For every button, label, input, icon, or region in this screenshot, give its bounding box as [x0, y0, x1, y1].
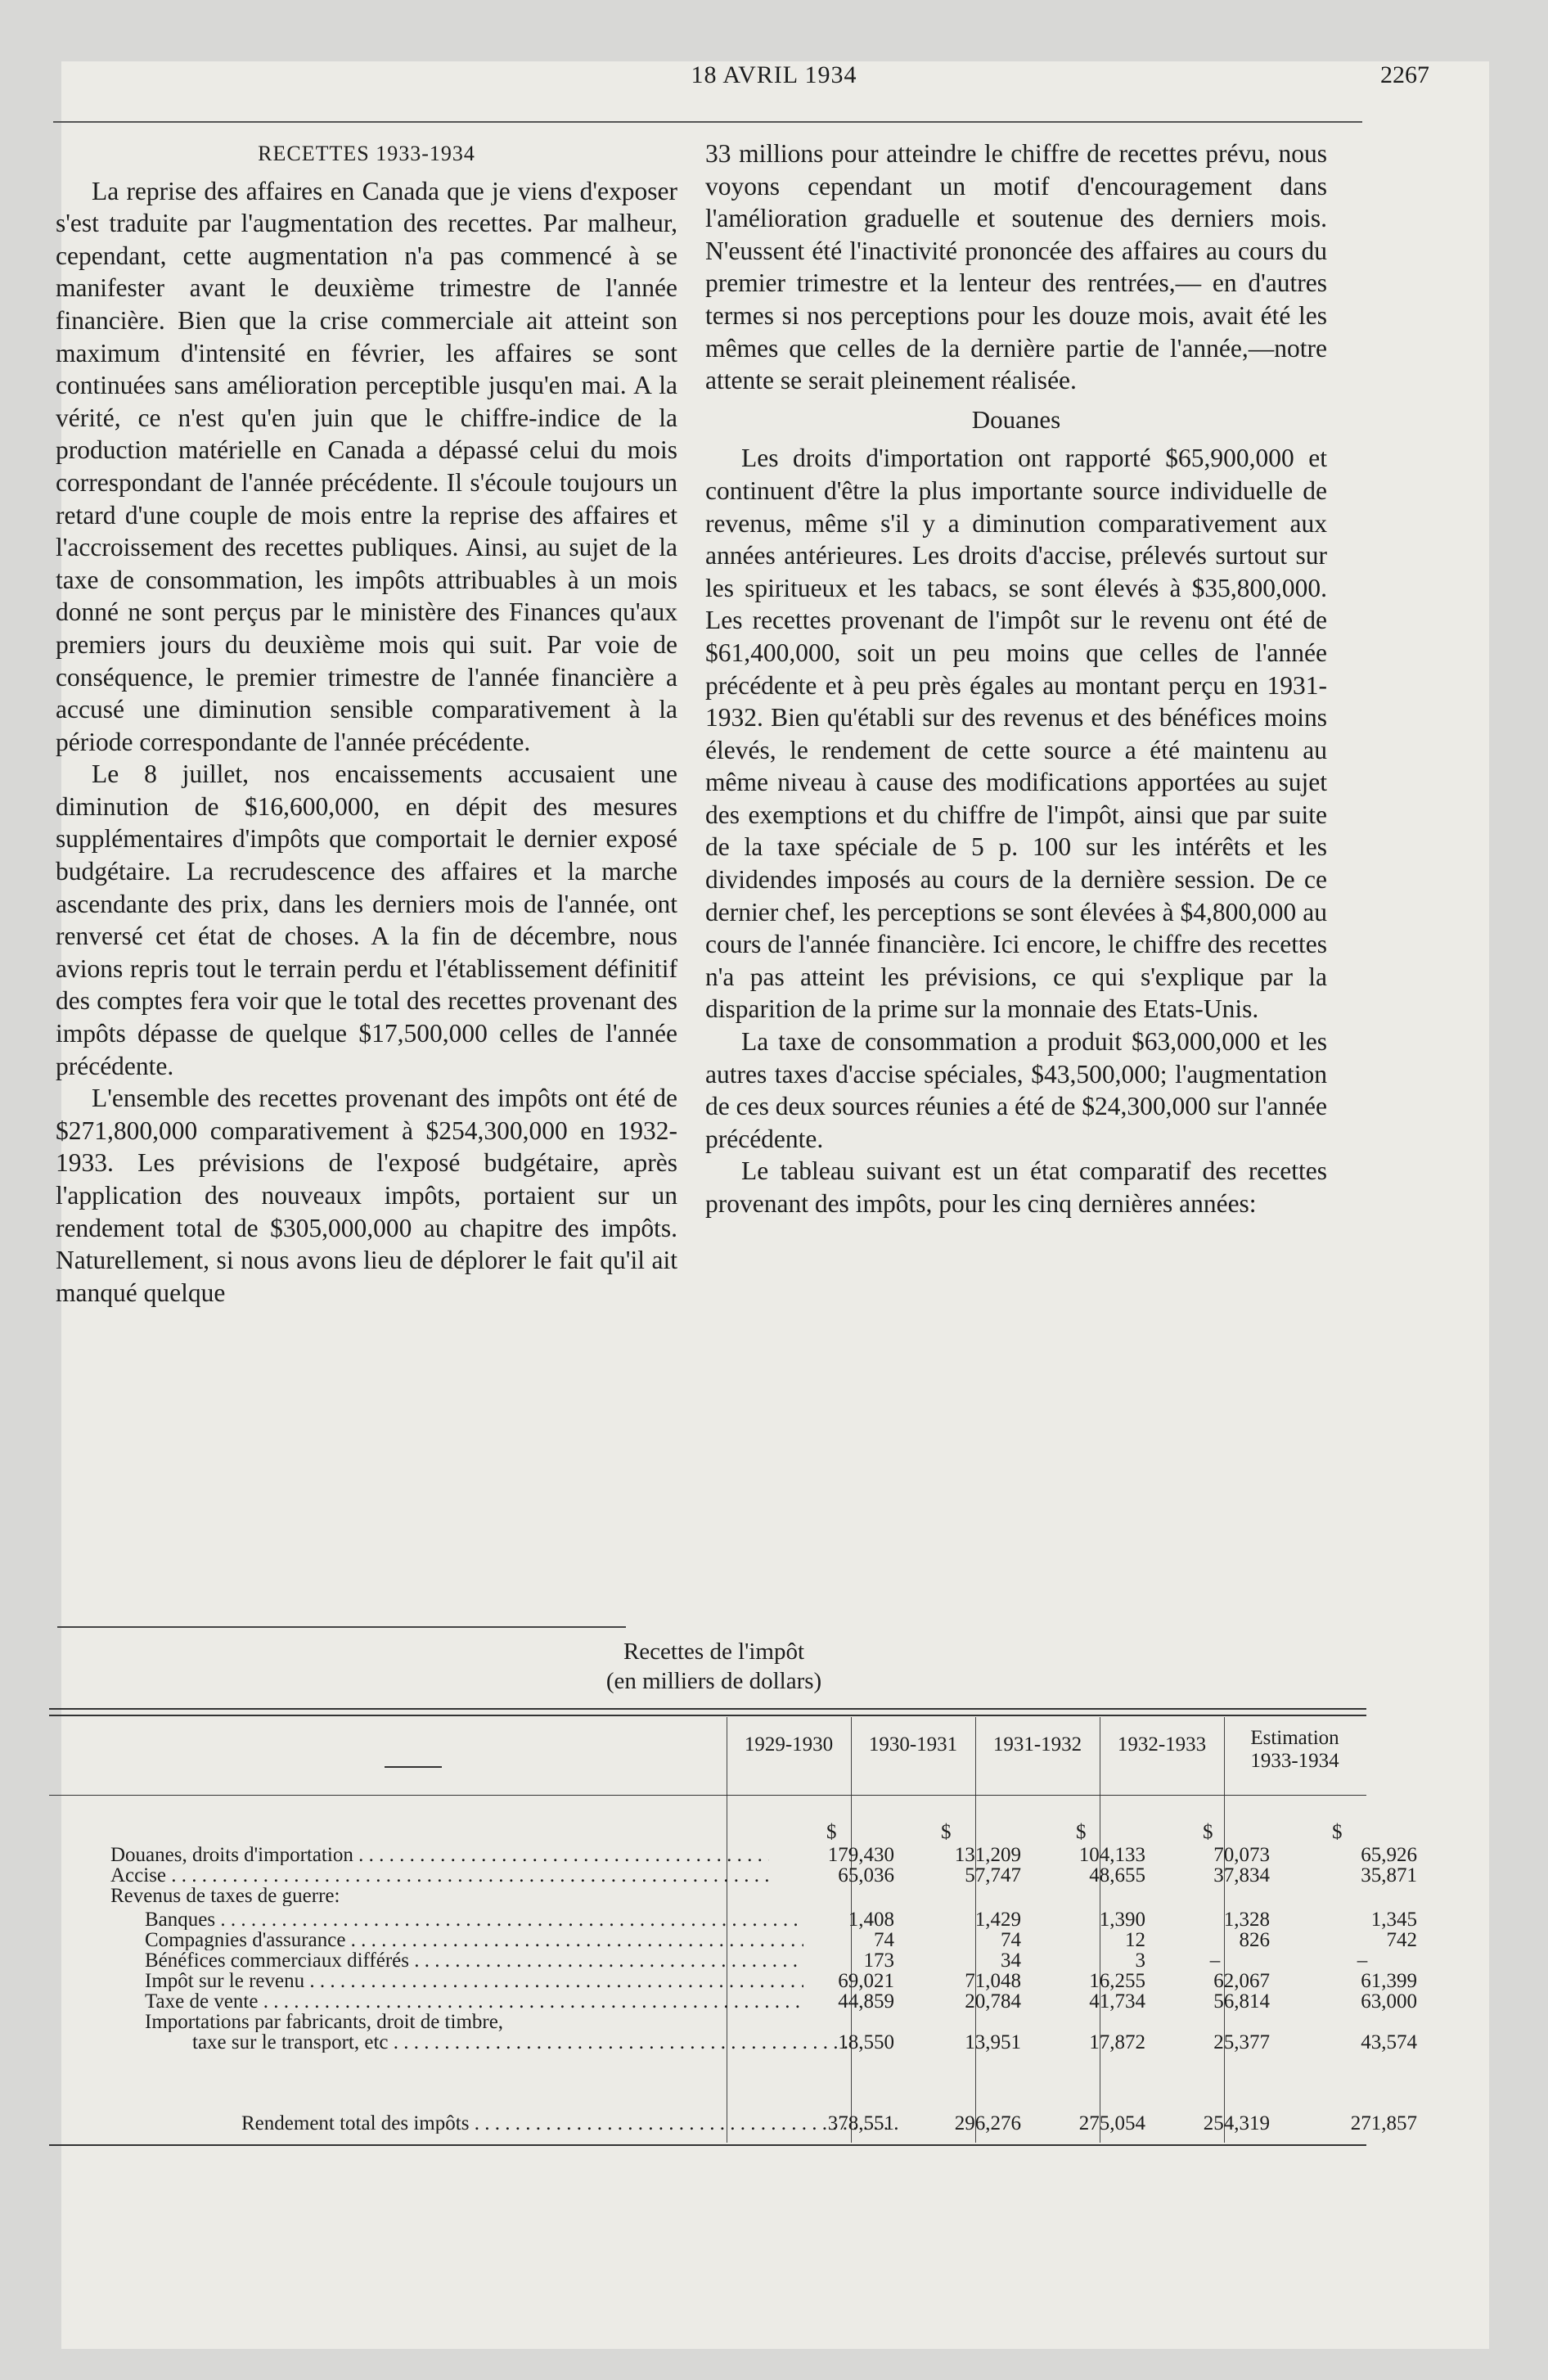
table-row [49, 1909, 1417, 1931]
total-cell: 254,319 [1203, 2112, 1270, 2134]
column-header: 1929-1930 [744, 1733, 834, 1756]
currency-symbol: $ [826, 1821, 837, 1843]
currency-symbol: $ [1332, 1821, 1343, 1843]
stub-header-dash [385, 1766, 442, 1768]
cell: – [1357, 1950, 1368, 1972]
table-caption [0, 1637, 1428, 1696]
row-label: Revenus de taxes de guerre: [110, 1886, 340, 1906]
column-header: 1932-1933 [1117, 1733, 1207, 1756]
paragraph: Les droits d'importation ont rapporté $65,900,000 et continuent d'être la plus importante source individuelle de revenus, même s'il y a diminution comparativement aux années antérieures. Les droits d'accise, prélevés surtout sur les spiritueux et les tabacs, se sont élevés à $35,800,000. Les recettes provenant de l'impôt sur le revenu ont été de $61,400,000, soit un peu moins que celles de l'année précédente et à peu près égales au montant perçu en 1931-1932. Bien qu'établi sur des revenus et des bénéfices moins élevés, le rendement de cette source a été maintenu au même niveau à cause des modifications apportées au sujet des exemptions et du chiffre de l'impôt, ainsi que par suite de la taxe spéciale de 5 p. 100 sur les intérêts et les dividendes imposés au cours de la dernière session. De ce dernier chef, les perceptions se sont élevées à $4,800,000 au cours de l'année financière. Ici encore, le chiffre des recettes n'a pas atteint les prévisions, ce qui s'explique par la disparition de la prime sur la monnaie des Etats-Unis. [705, 444, 1327, 1024]
table-header-rule [49, 1795, 1366, 1796]
total-cell: 296,276 [954, 2112, 1021, 2134]
row-label: Douanes, droits d'importation . . . [110, 1845, 769, 1865]
section-title-recettes: RECETTES 1933-1934 [258, 142, 475, 165]
cell: 3 [1135, 1950, 1145, 1972]
cell: 41,734 [1089, 1990, 1145, 2013]
cell: 104,133 [1078, 1844, 1145, 1866]
row-label: Bénéfices commerciaux différés . . . [145, 1950, 803, 1971]
row-label: Accise . . . [110, 1865, 769, 1886]
table-row [49, 1990, 1417, 2013]
cell: 1,328 [1223, 1909, 1270, 1931]
cell: 742 [1386, 1929, 1417, 1951]
cell: 70,073 [1213, 1844, 1270, 1866]
currency-symbol: $ [1203, 1821, 1213, 1843]
table-row [49, 1929, 1417, 1951]
cell: 1,408 [848, 1909, 894, 1931]
table-bottom-rule [49, 2144, 1366, 2146]
currency-row [49, 1822, 1366, 1842]
table-row [49, 1844, 1417, 1866]
paragraph: Le 8 juillet, nos encaissements accusaient une diminution de $16,600,000, en dépit des mesures supplémentaires d'impôts que comportait le dernier exposé budgétaire. La recrudescence des affaires et la marche ascendante des prix, dans les derniers mois de l'année, ont renversé cet état de choses. A la fin de décembre, nous avions repris tout le terrain perdu et l'établissement définitif des comptes fera voir que le total des recettes provenant des impôts dépasse de quelque $17,500,000 celles de l'année précédente. [56, 760, 677, 1080]
cell: 16,255 [1089, 1970, 1145, 1992]
cell: 44,859 [838, 1990, 894, 2013]
column-header: 1930-1931 [868, 1733, 958, 1756]
cell: 17,872 [1089, 2031, 1145, 2053]
cell: 69,021 [838, 1970, 894, 1992]
paragraph: La taxe de consommation a produit $63,000,000 et les autres taxes d'accise spéciales, $43,500,000; l'augmentation de ces deux sources réunies a été de $24,300,000 sur l'année précédente. [705, 1027, 1327, 1153]
cell: 35,871 [1361, 1864, 1417, 1886]
column-end-rule [57, 1626, 626, 1628]
page-number: 2267 [1380, 61, 1429, 88]
cell: 173 [863, 1950, 894, 1972]
table-row [49, 1970, 1417, 1992]
cell: 65,926 [1361, 1844, 1417, 1866]
table-caption-title: Recettes de l'impôt [623, 1639, 805, 1665]
row-label: taxe sur le transport, etc . . . [192, 2032, 851, 2053]
currency-symbol: $ [941, 1821, 952, 1843]
cell: 74 [1001, 1929, 1021, 1951]
table-caption-units: (en milliers de dollars) [605, 1668, 822, 1694]
cell: 20,784 [965, 1990, 1021, 2013]
table-row [49, 1864, 1417, 1886]
paragraph: Le tableau suivant est un état comparatif des recettes provenant des impôts, pour les cinq dernières années: [705, 1156, 1327, 1218]
table-row [49, 1950, 1366, 1971]
row-label: Importations par fabricants, droit de timbre, [145, 2012, 504, 2032]
table-row-group-heading [49, 1886, 1366, 1906]
row-label: Compagnies d'assurance . . . [145, 1930, 803, 1950]
cell: 18,550 [838, 2031, 894, 2053]
total-label: Rendement total des impôts . . . [241, 2113, 900, 2134]
cell: 43,574 [1361, 2031, 1417, 2053]
column-header-estimation-line2: 1933-1934 [1250, 1750, 1339, 1772]
total-cell: 378,551 [827, 2112, 894, 2134]
cell: 13,951 [965, 2031, 1021, 2053]
right-column [705, 137, 1327, 1220]
cell: 71,048 [965, 1970, 1021, 1992]
running-head-date: 18 AVRIL 1934 [691, 61, 857, 88]
row-label: Banques . . . [145, 1909, 803, 1930]
table-row-wrapped-label [49, 2012, 1366, 2032]
cell: 12 [1125, 1929, 1145, 1951]
column-header-estimation-line1: Estimation [1250, 1727, 1339, 1749]
cell: 63,000 [1361, 1990, 1417, 2013]
cell: 1,390 [1099, 1909, 1145, 1931]
cell: 61,399 [1361, 1970, 1417, 1992]
cell: 131,209 [954, 1844, 1021, 1866]
section-title-douanes: Douanes [971, 404, 1061, 434]
cell: 57,747 [965, 1864, 1021, 1886]
cell: 25,377 [1213, 2031, 1270, 2053]
cell: 56,814 [1213, 1990, 1270, 2013]
table-top-rule-2 [49, 1715, 1366, 1716]
header-rule [53, 121, 1362, 123]
paragraph: La reprise des affaires en Canada que je viens d'exposer s'est traduite par l'augmentation des recettes. Par malheur, cependant, cette augmentation n'a pas commencé à se manifester avant le deuxième trimestre de l'année financière. Bien que la crise commerciale ait atteint son maximum d'intensité en février, les affaires se sont continuées sans amélioration perceptible jusqu'en mai. A la vérité, ce n'est qu'en juin que le chiffre-indice de la production matérielle en Canada a dépassé celui du mois correspondant de l'année précédente. Il s'écoule toujours un retard d'une couple de mois entre la reprise des affaires et l'accroissement des recettes publiques. Ainsi, au sujet de la taxe de consommation, les impôts attribuables à un mois donné ne sont perçus par le ministère des Finances qu'aux premiers jours du deuxième mois qui suit. Par voie de conséquence, le premier trimestre de l'année financière a accusé une diminution sensible comparativement à la période correspondante de l'année précédente. [56, 176, 677, 756]
total-cell: 271,857 [1350, 2112, 1417, 2134]
left-column [56, 137, 677, 1309]
cell: 48,655 [1089, 1864, 1145, 1886]
table-row [49, 2031, 1417, 2053]
cell: 74 [874, 1929, 894, 1951]
currency-symbol: $ [1076, 1821, 1087, 1843]
cell: 1,429 [974, 1909, 1021, 1931]
column-header: 1931-1932 [992, 1733, 1082, 1756]
cell: 62,067 [1213, 1970, 1270, 1992]
cell: 826 [1239, 1929, 1270, 1951]
row-label: Impôt sur le revenu . . . [145, 1971, 803, 1991]
table-total-row [49, 2112, 1417, 2134]
row-label: Taxe de vente . . . [145, 1991, 803, 2012]
cell: 1,345 [1370, 1909, 1417, 1931]
cell: 179,430 [827, 1844, 894, 1866]
paragraph-continued: 33 millions pour atteindre le chiffre de recettes prévu, nous voyons cependant un motif d'encouragement dans l'amélioration graduelle et soutenue des derniers mois. N'eussent été l'inactivité prononcée des affaires au cours du premier trimestre et la lenteur des rentrées,— en d'autres termes si nos perceptions pour les douze mois, avait été les mêmes que celles de la dernière partie de l'année,—notre attente se serait pleinement réalisée. [705, 139, 1327, 395]
table-top-rule [49, 1708, 1366, 1710]
cell: – [1209, 1950, 1221, 1972]
cell: 34 [1001, 1950, 1021, 1972]
cell: 37,834 [1213, 1864, 1270, 1886]
paragraph: L'ensemble des recettes provenant des impôts ont été de $271,800,000 comparativement à $254,300,000 en 1932-1933. Les prévisions de l'exposé budgétaire, après l'application des nouveaux impôts, portaient sur un rendement total de $305,000,000 au chapitre des impôts. Naturellement, si nous avons lieu de déplorer le fait qu'il ait manqué quelque [56, 1084, 677, 1307]
cell: 65,036 [838, 1864, 894, 1886]
total-cell: 275,054 [1078, 2112, 1145, 2134]
column-header-estimation [1227, 1727, 1362, 1773]
